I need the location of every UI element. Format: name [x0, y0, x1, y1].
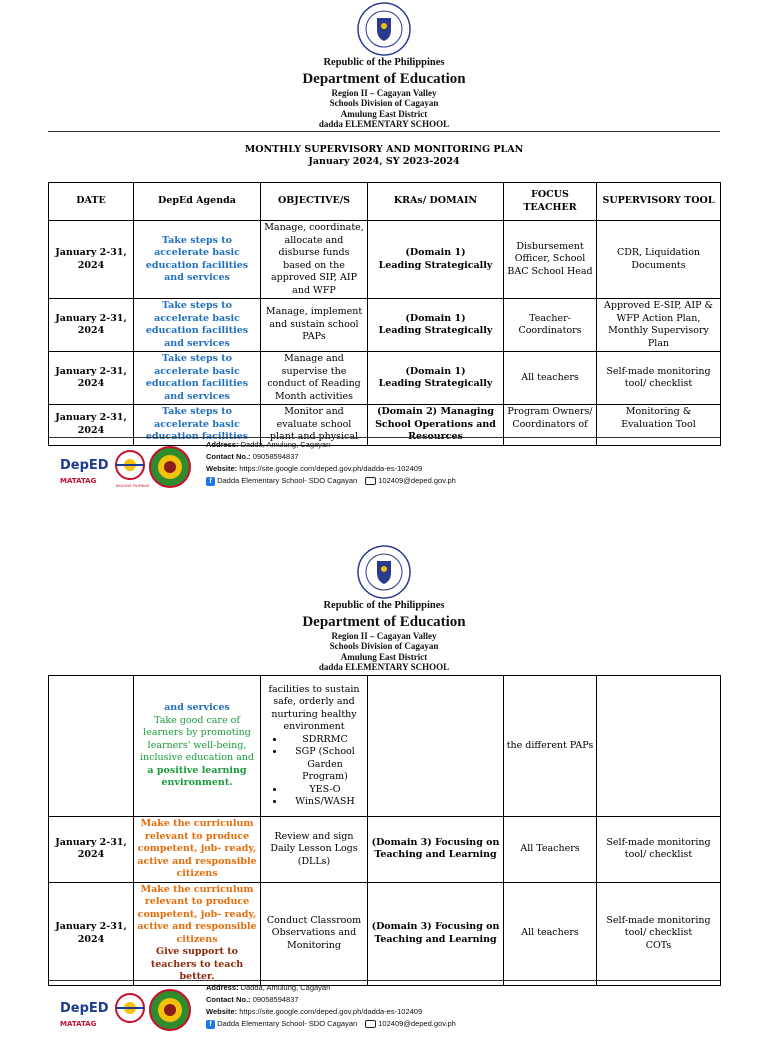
- agenda-tail: and services: [164, 702, 230, 714]
- school-name: dadda ELEMENTARY SCHOOL: [318, 119, 450, 129]
- agenda-orange: Make the curriculum relevant to produce competent, job- ready, active and responsible citizens: [137, 883, 257, 945]
- footer-contact-block: [206, 439, 456, 487]
- deped-logo-text: DepED: [60, 1001, 109, 1016]
- page-1: [0, 0, 768, 500]
- school-seal-icon: [150, 990, 190, 1030]
- footer-website-link[interactable]: https://site.google.com/deped.gov.ph/dadda-es-102409: [239, 464, 423, 473]
- row-objective: [261, 676, 368, 817]
- page-2: [0, 543, 768, 1028]
- col-header-kra: KRAs/ DOMAIN: [368, 183, 504, 221]
- division-text: Schools Division of Cagayan: [329, 641, 439, 651]
- row-tool: Self-made monitoring tool/ checklist: [597, 817, 721, 883]
- list-item: • YES-O: [285, 784, 365, 797]
- email-icon: [365, 1020, 376, 1028]
- table-row: [49, 299, 721, 352]
- row-date: January 2-31, 2024: [49, 352, 134, 405]
- deped-matatag-logo-icon: [60, 458, 109, 485]
- matatag-logo-text: MATATAG: [60, 477, 97, 485]
- agenda-green-text: Take good care of learners by promoting learners' well-being, inclusive education and: [140, 714, 254, 764]
- district-text: Amulung East District: [340, 109, 428, 119]
- bagong-pilipinas-logo-icon: [116, 994, 144, 1022]
- list-item: • SGP (School Garden Program): [285, 746, 365, 784]
- agenda-green-bold: a positive learning environment.: [147, 764, 247, 789]
- table-row: [49, 817, 721, 883]
- email-icon: [365, 477, 376, 485]
- list-item: • SDRRMC: [285, 734, 365, 747]
- row-focus: the different PAPs: [504, 676, 597, 817]
- row-kra: (Domain 3) Focusing on Teaching and Learning: [368, 882, 504, 985]
- republic-text: Republic of the Philippines: [323, 600, 445, 611]
- row-focus: All teachers: [504, 352, 597, 405]
- header-divider: [48, 131, 720, 132]
- page-footer: [48, 980, 728, 1040]
- website-label: Website:: [206, 464, 238, 473]
- row-objective: Manage, coordinate, allocate and disburse funds based on the approved SIP, AIP and WFP: [261, 221, 368, 299]
- col-header-objective: OBJECTIVE/S: [261, 183, 368, 221]
- footer-facebook[interactable]: Dadda Elementary School- SDO Cagayan: [217, 1019, 358, 1028]
- facebook-icon: f: [206, 477, 215, 486]
- table-row: [49, 352, 721, 405]
- page-gap: [0, 500, 768, 543]
- row-date: January 2-31, 2024: [49, 817, 134, 883]
- row-tool: Self-made monitoring tool/ checklist: [597, 352, 721, 405]
- table-row: [49, 882, 721, 985]
- address-label: Address:: [206, 440, 239, 449]
- row-agenda: [134, 676, 261, 817]
- row-kra: (Domain 3) Focusing on Teaching and Learning: [368, 817, 504, 883]
- footer-contact-block: [206, 982, 456, 1030]
- row-focus: All teachers: [504, 882, 597, 985]
- footer-address: Dadda, Amulung, Cagayan: [240, 983, 331, 992]
- district-text: Amulung East District: [340, 652, 428, 662]
- row-tool: Monitoring & Evaluation Tool: [597, 405, 721, 446]
- col-header-tool: SUPERVISORY TOOL: [597, 183, 721, 221]
- tool-line1: Self-made monitoring tool/ checklist: [606, 914, 711, 939]
- region-text: Region II – Cagayan Valley: [331, 88, 437, 98]
- school-seal-icon: [150, 447, 190, 487]
- agenda-extra: Give support to teachers to teach better.: [150, 946, 244, 982]
- row-date: January 2-31, 2024: [49, 405, 134, 446]
- objective-intro: facilities to sustain safe, orderly and nurturing healthy environment: [268, 683, 360, 732]
- plan-title: MONTHLY SUPERVISORY AND MONITORING PLAN: [244, 144, 524, 155]
- matatag-logo-text: MATATAG: [60, 1020, 97, 1028]
- row-date: January 2-31, 2024: [49, 221, 134, 299]
- row-objective: Conduct Classroom Observations and Monitoring: [261, 882, 368, 985]
- col-header-focus: FOCUS TEACHER: [504, 183, 597, 221]
- table-row: [49, 221, 721, 299]
- region-text: Region II – Cagayan Valley: [331, 631, 437, 641]
- row-agenda: Take steps to accelerate basic education facilities and services: [134, 221, 261, 299]
- row-agenda: Take steps to accelerate basic education facilities: [134, 405, 261, 446]
- footer-email[interactable]: 102409@deped.gov.ph: [378, 1019, 456, 1028]
- deped-logo-text: DepED: [60, 458, 109, 473]
- row-date: January 2-31, 2024: [49, 882, 134, 985]
- footer-address: Dadda, Amulung, Cagayan: [240, 440, 331, 449]
- deped-seal-icon: [357, 2, 411, 56]
- row-kra: (Domain 2) Managing School Operations and Resources: [368, 405, 504, 446]
- row-tool: CDR, Liquidation Documents: [597, 221, 721, 299]
- row-agenda: [134, 882, 261, 985]
- kra-name: Leading Strategically: [378, 259, 493, 271]
- col-header-agenda: DepEd Agenda: [134, 183, 261, 221]
- contact-label: Contact No.:: [206, 452, 251, 461]
- row-kra: [368, 352, 504, 405]
- tool-line2: COTs: [645, 939, 672, 951]
- footer-facebook[interactable]: Dadda Elementary School- SDO Cagayan: [217, 476, 358, 485]
- republic-text: Republic of the Philippines: [323, 57, 445, 68]
- list-item: • WinS/WASH: [285, 796, 365, 809]
- row-kra: [368, 676, 504, 817]
- row-focus: All Teachers: [504, 817, 597, 883]
- website-label: Website:: [206, 1007, 238, 1016]
- table-header-row: [49, 183, 721, 221]
- plan-period: January 2024, SY 2023-2024: [308, 156, 460, 167]
- facebook-icon: f: [206, 1020, 215, 1029]
- row-tool: [597, 882, 721, 985]
- plan-table-page1: [48, 182, 721, 446]
- row-agenda: Take steps to accelerate basic education facilities and services: [134, 352, 261, 405]
- row-focus: Disbursement Officer, School BAC School Head: [504, 221, 597, 299]
- footer-logos: [58, 986, 198, 1036]
- plan-table-page2: [48, 675, 721, 986]
- row-focus: Program Owners/ Coordinators of: [504, 405, 597, 446]
- deped-matatag-logo-icon: [60, 1001, 109, 1028]
- table-row-continued: [49, 676, 721, 817]
- row-tool: Approved E-SIP, AIP & WFP Action Plan, Monthly Supervisory Plan: [597, 299, 721, 352]
- row-objective: Manage, implement and sustain school PAPs: [261, 299, 368, 352]
- deped-seal-icon: [357, 545, 411, 599]
- kra-domain: (Domain 1): [405, 312, 466, 324]
- department-title: Department of Education: [302, 71, 466, 87]
- division-text: Schools Division of Cagayan: [329, 98, 439, 108]
- row-objective: Monitor and evaluate school plant and physical: [261, 405, 368, 446]
- department-title: Department of Education: [302, 614, 466, 630]
- bagong-logo-text: BAGONG PILIPINAS: [116, 484, 150, 488]
- school-name: dadda ELEMENTARY SCHOOL: [318, 662, 450, 672]
- row-agenda: Take steps to accelerate basic education facilities and services: [134, 299, 261, 352]
- footer-website-link[interactable]: https://site.google.com/deped.gov.ph/dadda-es-102409: [239, 1007, 423, 1016]
- address-label: Address:: [206, 983, 239, 992]
- row-objective: Manage and supervise the conduct of Reading Month activities: [261, 352, 368, 405]
- footer-divider: [48, 437, 720, 438]
- col-header-date: DATE: [49, 183, 134, 221]
- row-tool: [597, 676, 721, 817]
- kra-name: Leading Strategically: [378, 325, 493, 336]
- page-footer: [48, 437, 728, 497]
- row-date: January 2-31, 2024: [49, 299, 134, 352]
- footer-contact: 09058594837: [252, 452, 299, 461]
- contact-label: Contact No.:: [206, 995, 251, 1004]
- kra-name: Leading Strategically: [378, 378, 493, 389]
- bagong-pilipinas-logo-icon: [116, 451, 150, 488]
- row-kra: [368, 221, 504, 299]
- row-agenda: Make the curriculum relevant to produce competent, job- ready, active and responsible citizens: [134, 817, 261, 883]
- footer-contact: 09058594837: [252, 995, 299, 1004]
- row-focus: Teacher-Coordinators: [504, 299, 597, 352]
- kra-domain: (Domain 1): [405, 247, 466, 258]
- row-kra: [368, 299, 504, 352]
- footer-divider: [48, 980, 720, 981]
- paps-list: [285, 734, 365, 809]
- row-date: [49, 676, 134, 817]
- footer-logos: [58, 443, 198, 493]
- footer-email[interactable]: 102409@deped.gov.ph: [378, 476, 456, 485]
- row-objective: Review and sign Daily Lesson Logs (DLLs): [261, 817, 368, 883]
- kra-domain: (Domain 1): [405, 365, 466, 377]
